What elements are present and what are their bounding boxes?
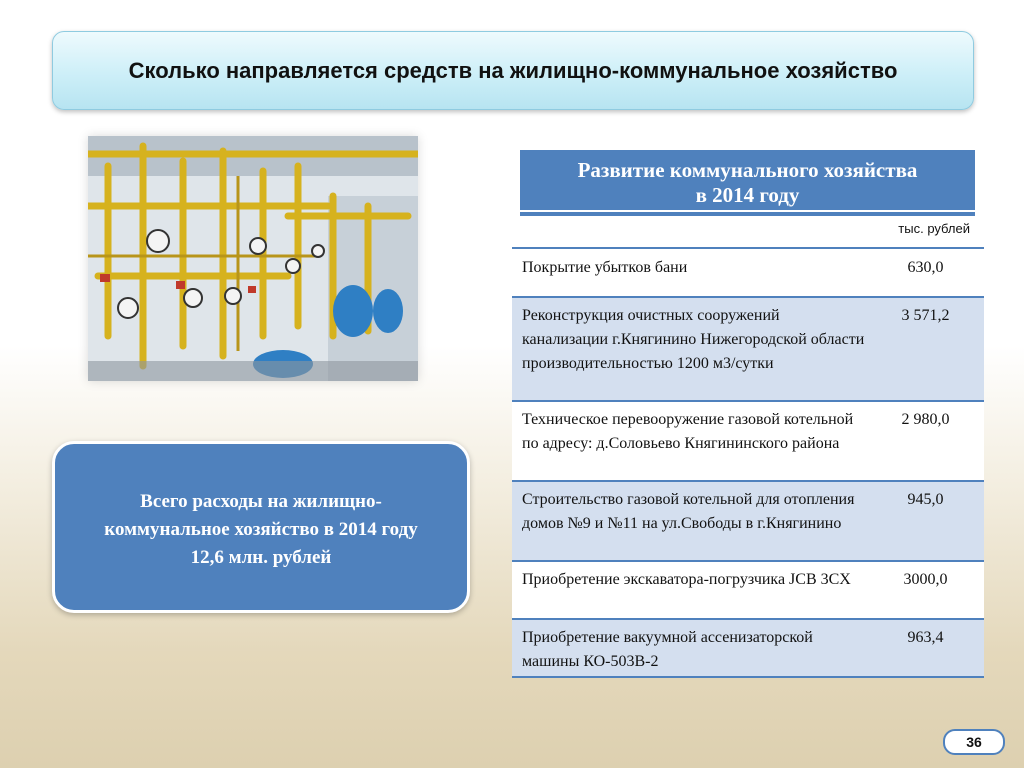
expenses-table [512, 249, 984, 678]
unit-label: тыс. рублей [898, 221, 970, 236]
page-number: 36 [943, 729, 1005, 755]
table-header-line-2: в 2014 году [695, 183, 800, 207]
table-row [512, 481, 984, 561]
row-value: 945,0 [867, 481, 984, 561]
boiler-room-photo [88, 136, 418, 381]
total-expenses-text [66, 488, 456, 572]
row-value: 963,4 [867, 619, 984, 677]
row-value: 2 980,0 [867, 401, 984, 481]
total-line-1: Всего расходы на жилищно- [140, 491, 382, 512]
total-line-3: 12,6 млн. рублей [190, 547, 332, 568]
table-header-line-1: Развитие коммунального хозяйства [577, 158, 918, 182]
row-name: Строительство газовой котельной для отопления домов №9 и №11 на ул.Свободы в г.Княгинино [512, 481, 867, 561]
table-header-underline [520, 212, 975, 216]
total-line-2: коммунальное хозяйство в 2014 году [104, 519, 418, 540]
row-value: 3 571,2 [867, 297, 984, 401]
table-row [512, 561, 984, 619]
row-value: 3000,0 [867, 561, 984, 619]
total-expenses-box [52, 441, 470, 613]
table-row [512, 297, 984, 401]
table-row [512, 249, 984, 297]
boiler-room-photo-icon [88, 136, 418, 381]
row-value: 630,0 [867, 249, 984, 297]
table-row [512, 619, 984, 677]
row-name: Реконструкция очистных сооружений канализации г.Княгинино Нижегородской области производительностью 1200 м3/сутки [512, 297, 867, 401]
row-name: Покрытие убытков бани [512, 249, 867, 297]
table-row [512, 401, 984, 481]
row-name: Приобретение вакуумной ассенизаторской машины КО-503В-2 [512, 619, 867, 677]
row-name: Приобретение экскаватора-погрузчика JCB 3CX [512, 561, 867, 619]
slide-title-box [52, 31, 974, 110]
table-header [520, 150, 975, 210]
row-name: Техническое перевооружение газовой котельной по адресу: д.Соловьево Княгининского района [512, 401, 867, 481]
slide-title: Сколько направляется средств на жилищно-коммунальное хозяйство [128, 57, 898, 83]
